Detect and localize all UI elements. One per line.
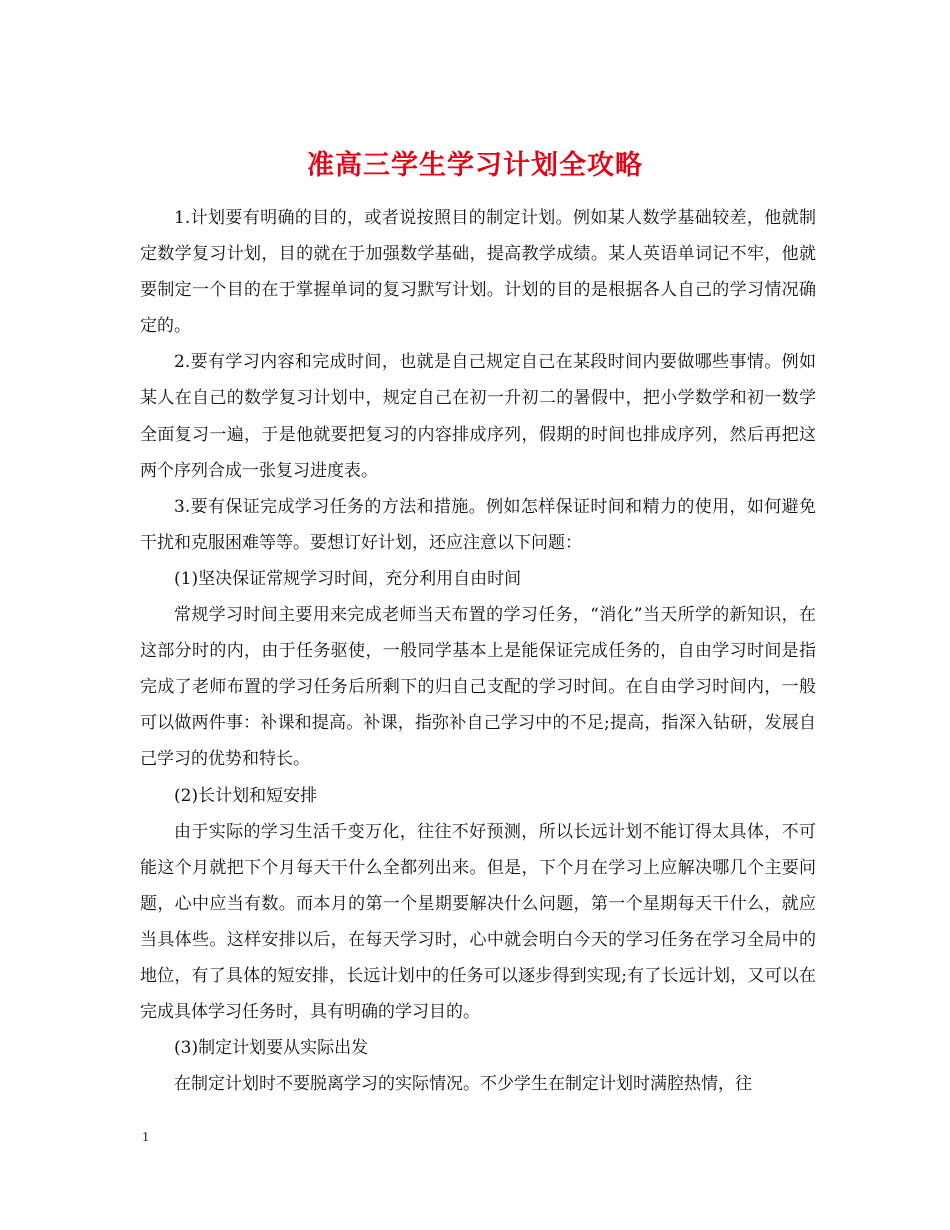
paragraph: 由于实际的学习生活千变万化，往往不好预测，所以长远计划不能订得太具体，不可能这个月就把下个月每天干什么全都列出来。但是，下个月在学习上应解决哪几个主要问题，心中应当有数。而本月的第一个星期要解决什么问题，第一个星期每天干什么，就应当具体些。这样安排以后，在每天学习时，心中就会明白今天的学习任务在学习全局中的地位，有了具体的短安排，长远计划中的任务可以逐步得到实现;有了长远计划，又可以在完成具体学习任务时，具有明确的学习目的。 [140,821,816,1023]
paragraph: 2.要有学习内容和完成时间，也就是自己规定自己在某段时间内要做哪些事情。例如某人在自己的数学复习计划中，规定自己在初一升初二的暑假中，把小学数学和初一数学全面复习一遍，于是他就要把复习的内容排成序列，假期的时间也排成序列，然后再把这两个序列合成一张复习进度表。 [140,352,816,481]
document-title: 准高三学生学习计划全攻略 [307,150,643,182]
section-heading: (1)坚决保证常规学习时间，充分利用自由时间 [174,568,522,589]
document-body [140,200,816,1102]
section-heading: (2)长计划和短安排 [174,785,318,806]
page-number: 1 [142,1130,149,1145]
section-heading: (3)制定计划要从实际出发 [174,1038,369,1059]
paragraph: 3.要有保证完成学习任务的方法和措施。例如怎样保证时间和精力的使用，如何避免干扰和克服困难等等。要想订好计划，还应注意以下问题： [140,496,816,553]
paragraph: 常规学习时间主要用来完成老师当天布置的学习任务，“消化”当天所学的新知识，在这部分时的内，由于任务驱使，一般同学基本上是能保证完成任务的，自由学习时间是指完成了老师布置的学习任务后所剩下的归自己支配的学习时间。在自由学习时间内，一般可以做两件事：补课和提高。补课，指弥补自己学习中的不足;提高，指深入钻研，发展自己学习的优势和特长。 [140,605,816,770]
paragraph: 在制定计划时不要脱离学习的实际情况。不少学生在制定计划时满腔热情，往 [174,1074,752,1095]
paragraph: 1.计划要有明确的目的，或者说按照目的制定计划。例如某人数学基础较差，他就制定数学复习计划，目的就在于加强数学基础，提高教学成绩。某人英语单词记不牢，他就要制定一个目的在于掌握单词的复习默写计划。计划的目的是根据各人自己的学习情况确定的。 [140,208,816,337]
